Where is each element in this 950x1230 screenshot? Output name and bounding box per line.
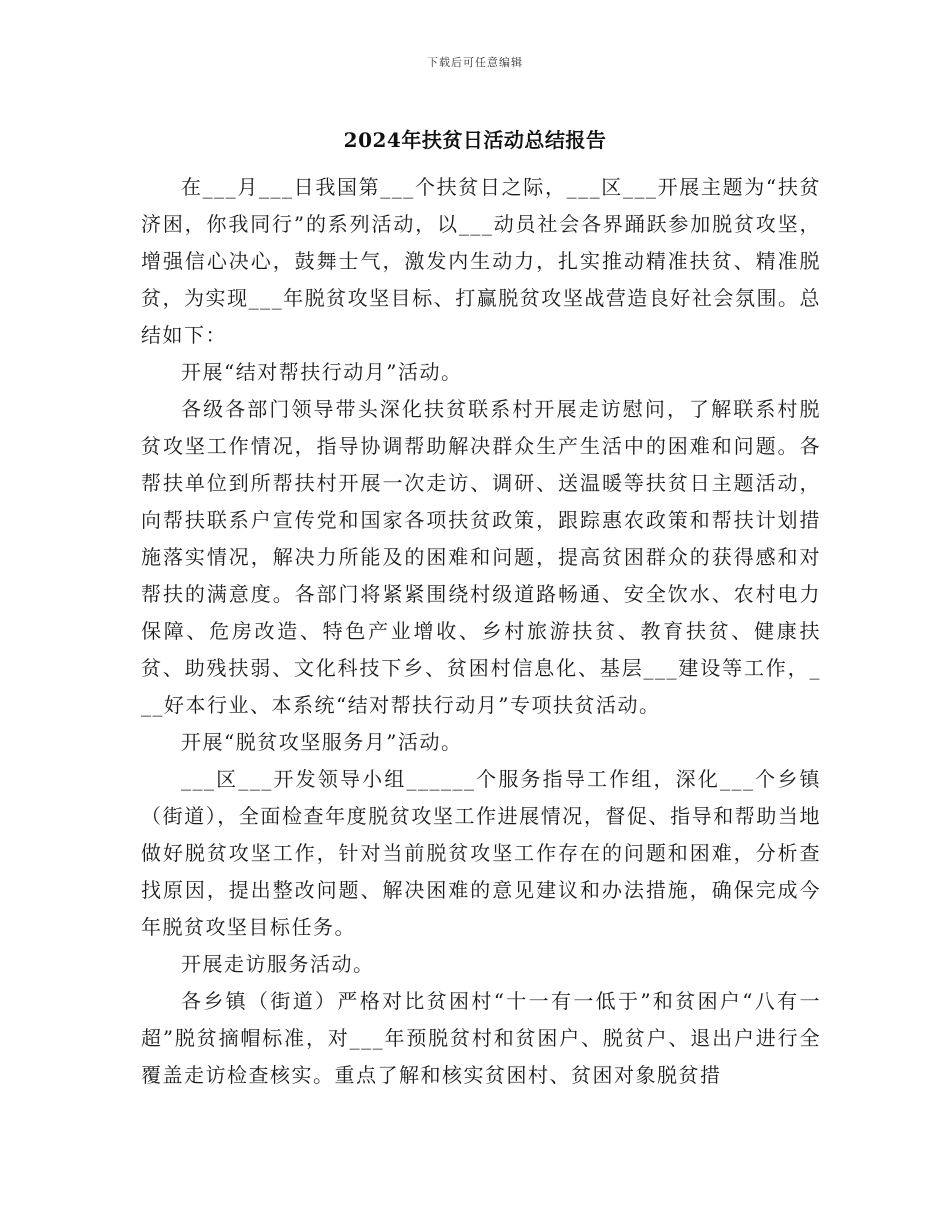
section-heading-service-month: 开展“脱贫攻坚服务月”活动。	[181, 730, 463, 754]
document-body	[141, 169, 821, 1094]
paragraph-visit-service: 各乡镇（街道）严格对比贫困村“十一有一低于”和贫困户“八有一超”脱贫摘帽标准，对___年预脱贫村和贫困户、脱贫户、退出户进行全覆盖走访检查核实。重点了解和核实贫困村、贫困对象脱贫措	[141, 989, 821, 1087]
section-heading-pairing-month: 开展“结对帮扶行动月”活动。	[181, 360, 463, 384]
document-title: 2024年扶贫日活动总结报告	[343, 128, 607, 152]
section-heading-visit-service: 开展走访服务活动。	[181, 952, 375, 976]
header-note: 下载后可任意编辑	[427, 56, 523, 69]
paragraph-service-month: ___区___开发领导小组______个服务指导工作组，深化___个乡镇（街道），全面检查年度脱贫攻坚工作进展情况，督促、指导和帮助当地做好脱贫攻坚工作，针对当前脱贫攻坚工作存在的问题和困难，分析查找原因，提出整改问题、解决困难的意见建议和办法措施，确保完成今年脱贫攻坚目标任务。	[141, 767, 821, 939]
paragraph-intro: 在___月___日我国第___个扶贫日之际，___区___开展主题为“扶贫济困，你我同行”的系列活动，以___动员社会各界踊跃参加脱贫攻坚，增强信心决心，鼓舞士气，激发内生动力，扎实推动精准扶贫、精准脱贫，为实现___年脱贫攻坚目标、打赢脱贫攻坚战营造良好社会氛围。总结如下：	[141, 175, 821, 347]
paragraph-pairing-month: 各级各部门领导带头深化扶贫联系村开展走访慰问，了解联系村脱贫攻坚工作情况，指导协调帮助解决群众生产生活中的困难和问题。各帮扶单位到所帮扶村开展一次走访、调研、送温暖等扶贫日主题活动，向帮扶联系户宣传党和国家各项扶贫政策，跟踪惠农政策和帮扶计划措施落实情况，解决力所能及的困难和问题，提高贫困群众的获得感和对帮扶的满意度。各部门将紧紧围绕村级道路畅通、安全饮水、农村电力保障、危房改造、特色产业增收、乡村旅游扶贫、教育扶贫、健康扶贫、助残扶弱、文化科技下乡、贫困村信息化、基层___建设等工作，___好本行业、本系统“结对帮扶行动月”专项扶贫活动。	[141, 397, 821, 717]
